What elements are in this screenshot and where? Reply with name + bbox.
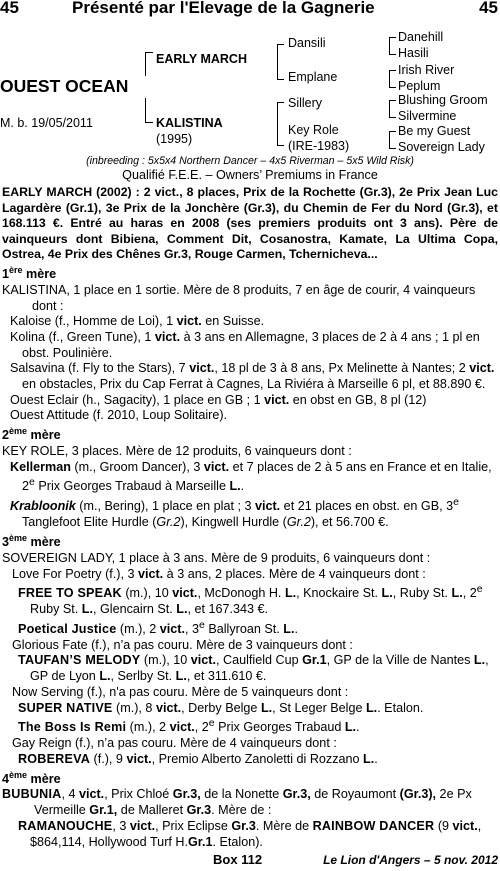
pedigree-line bbox=[145, 98, 146, 122]
item-text: , 2 bbox=[462, 586, 477, 601]
item-text: , 18 pl de 3 à 8 ans, Px Melinette à Nantes; 2 bbox=[214, 361, 470, 376]
item-text: , Ruby St. bbox=[392, 586, 452, 601]
vict: vict. bbox=[126, 751, 152, 766]
grade: Gr.3 bbox=[231, 818, 256, 833]
dam-sire-dam: Silvermine bbox=[398, 109, 457, 123]
vict: vict. bbox=[169, 720, 195, 735]
section-sup: ère bbox=[9, 264, 23, 275]
item-text: ), et 56.700 €. bbox=[310, 515, 389, 530]
item-text: en obst en GB, 8 pl (12) bbox=[289, 392, 427, 407]
catalogue-body bbox=[2, 185, 498, 850]
list-item: Gay Reign (f.), n’a pas couru. Mère de 4 vainqueurs dont : bbox=[12, 736, 337, 751]
item-text: . Etalon). bbox=[212, 834, 263, 849]
listed: L. bbox=[81, 602, 93, 617]
list-item: Now Serving (f.), n'a pas couru. Mère de 5 vainqueurs dont : bbox=[12, 684, 349, 699]
grade: Gr.2 bbox=[156, 515, 181, 530]
grade: Gr.3 bbox=[186, 803, 212, 818]
item-text: (m., Bering), 1 place en plat ; 3 bbox=[75, 499, 255, 514]
dam-dam-dam: Sovereign Lady bbox=[398, 140, 485, 154]
section-second-dam bbox=[2, 424, 498, 444]
second-dam-intro: KEY ROLE, 3 places. Mère de 12 produits, 6 vainqueurs dont : bbox=[2, 444, 352, 459]
list-item bbox=[2, 460, 498, 496]
dam-dam-note: (IRE-1983) bbox=[288, 139, 350, 153]
item-text: , Serlby St. bbox=[110, 669, 176, 684]
item-text: Prix Georges Trabaud bbox=[214, 720, 345, 735]
listed: L. bbox=[473, 653, 486, 668]
item-text: Tanglefoot Elite Hurdle ( bbox=[22, 515, 157, 530]
vict: vict. bbox=[190, 653, 216, 668]
sire-sire-dam: Hasili bbox=[398, 46, 429, 60]
first-dam-intro: KALISTINA, 1 place en 1 sortie. Mère de 8 produits, 7 en âge de courir, 4 vainqueurs dont : bbox=[2, 282, 476, 313]
sup: e bbox=[29, 476, 35, 489]
sire-record: EARLY MARCH (2002) : 2 vict., 8 places, Prix de la Rochette (Gr.3), 2e Prix Jean Luc Lagardère (Gr.1), 3e Prix de la Jonchère (Gr.3), du Chemin de Fer du Nord (Gr.3), et 168.113 €. Entré au haras en 2008 (ses premiers produits ont 3 ans). Père de vainqueurs dont Bibiena, Comment Dit, Cosanostra, Kamate, La Ultima Copa, Ostrea, 4e Prix des Chênes Gr.3, Rouge Carmen, Tchernicheva... bbox=[2, 185, 498, 262]
list-item bbox=[2, 653, 498, 684]
item-text: de Malleret bbox=[117, 803, 187, 818]
list-item bbox=[2, 314, 498, 330]
horse-birth: M. b. 19/05/2011 bbox=[0, 116, 93, 130]
item-text: , et 311.610 €. bbox=[186, 669, 267, 684]
item-text: 2e Px Vermeille bbox=[34, 787, 472, 818]
horse-link: Krabloonik bbox=[10, 499, 76, 514]
dam-sire: Sillery bbox=[288, 96, 323, 110]
pedigree-bracket bbox=[389, 37, 396, 55]
item-text: , Derby Belge bbox=[181, 700, 261, 715]
item-text: (m., Groom Dancer), 3 bbox=[70, 459, 204, 474]
pedigree-line bbox=[145, 122, 153, 123]
dam-year: (1995) bbox=[156, 132, 193, 146]
dam-name: KALISTINA bbox=[156, 116, 223, 130]
grade: Gr.3, bbox=[172, 787, 201, 802]
vict: vict. bbox=[155, 700, 182, 715]
item-text: Kaloise (f., Homme de Loi), 1 bbox=[10, 314, 177, 329]
vict: vict. bbox=[203, 459, 230, 474]
list-item bbox=[2, 716, 498, 736]
sire-name: EARLY MARCH bbox=[156, 52, 247, 66]
horse-name: OUEST OCEAN bbox=[0, 76, 129, 96]
item-text: . Mère de bbox=[255, 818, 313, 833]
item-text: ), Kingwell Hurdle ( bbox=[180, 515, 287, 530]
item-text: Love For Poetry (f.), 3 bbox=[12, 566, 138, 581]
inbreeding-note: (inbreeding : 5x5x4 Northern Dancer – 4x5 Riverman – 5x5 Wild Risk) bbox=[86, 155, 414, 167]
item-text: , 3 bbox=[185, 622, 200, 637]
item-text: (m.), 10 bbox=[121, 586, 173, 601]
vict: vict. bbox=[452, 818, 478, 833]
sire-dam: Emplane bbox=[288, 70, 338, 84]
list-item bbox=[2, 361, 498, 392]
box-number: Box 112 bbox=[213, 852, 263, 867]
list-item bbox=[2, 787, 498, 818]
page-title: Présenté par l'Elevage de la Gagnerie bbox=[72, 0, 375, 17]
list-item bbox=[2, 752, 498, 768]
section-fourth-dam bbox=[2, 768, 498, 788]
vict: vict. bbox=[78, 787, 105, 802]
item-text: et 21 places en obst. en GB, 3 bbox=[280, 499, 454, 514]
item-text: , 4 bbox=[61, 787, 79, 802]
item-text: de Royaumont bbox=[310, 787, 400, 802]
listed: L. bbox=[363, 751, 375, 766]
item-text: (9 bbox=[434, 818, 453, 833]
item-text: , GP de Lyon bbox=[30, 653, 489, 684]
list-item: Glorious Fate (f.), n’a pas couru. Mère de 3 vainqueurs dont : bbox=[12, 637, 353, 652]
vict: vict. bbox=[176, 314, 202, 329]
item-text: (m.), 10 bbox=[140, 653, 191, 668]
listed: L. bbox=[381, 586, 393, 601]
listed: L. bbox=[344, 720, 357, 735]
listed: L. bbox=[99, 669, 111, 684]
horse-link: SUPER NATIVE bbox=[18, 700, 113, 715]
vict: vict. bbox=[189, 361, 215, 376]
listed: L. bbox=[284, 586, 297, 601]
pedigree-bracket bbox=[389, 131, 396, 149]
sire-sire: Dansili bbox=[288, 36, 326, 50]
item-text: à 3 ans en Allemagne, 3 places de 2 à 4 ans ; 1 pl en obst. Poulinière. bbox=[22, 329, 480, 360]
dam-dam-sire: Be my Guest bbox=[398, 124, 471, 138]
item-text: . Etalon. bbox=[377, 700, 424, 715]
section-first-dam bbox=[2, 263, 498, 283]
item-text: , Prix Chloé bbox=[104, 787, 173, 802]
pedigree-line bbox=[145, 52, 153, 53]
listed: L. bbox=[260, 700, 273, 715]
list-item bbox=[2, 567, 498, 583]
list-item bbox=[2, 819, 498, 850]
vict: vict. bbox=[137, 566, 164, 581]
pedigree-bracket bbox=[389, 70, 396, 88]
section-label: mère bbox=[30, 428, 61, 443]
section-sup: ème bbox=[9, 426, 28, 437]
horse-link: Poetical Justice bbox=[18, 622, 117, 637]
section-label: mère bbox=[30, 535, 61, 550]
item-text: (f.), 9 bbox=[90, 751, 127, 766]
listed: L. bbox=[175, 669, 187, 684]
horse-link: ROBEREVA bbox=[18, 751, 91, 766]
lot-number-left: 45 bbox=[0, 0, 19, 17]
item-text: Ouest Eclair (h., Sagacity), 1 place en GB ; 1 bbox=[10, 392, 265, 407]
item-text: en Suisse. bbox=[201, 314, 265, 329]
grade: Gr.1 bbox=[302, 653, 327, 668]
item-text: . bbox=[294, 622, 298, 637]
grade: (Gr.3), bbox=[399, 787, 437, 802]
section-num: 3 bbox=[2, 535, 10, 550]
dam-dam: Key Role bbox=[288, 123, 339, 137]
item-text: Prix Georges Trabaud à Marseille bbox=[34, 479, 230, 494]
horse-link: The Boss Is Remi bbox=[18, 720, 127, 735]
list-item bbox=[2, 330, 498, 361]
item-text: de la Nonette bbox=[200, 787, 283, 802]
horse-link: BUBUNIA bbox=[2, 787, 62, 802]
grade: Gr.2 bbox=[286, 515, 311, 530]
sup: e bbox=[476, 583, 483, 596]
sire-sire-sire: Danehill bbox=[398, 30, 444, 44]
list-item bbox=[2, 582, 498, 618]
listed: L. bbox=[176, 602, 188, 617]
horse-link: FREE TO SPEAK bbox=[18, 586, 122, 601]
lot-number-right: 45 bbox=[479, 0, 498, 17]
pedigree-bracket bbox=[277, 44, 284, 80]
vict: vict. bbox=[469, 361, 495, 376]
item-text: , Caulfield Cup bbox=[216, 653, 303, 668]
listed: L. bbox=[283, 622, 295, 637]
sup: e bbox=[199, 618, 205, 631]
item-text: Kolina (f., Green Tune), 1 bbox=[10, 329, 155, 344]
list-item bbox=[2, 495, 498, 531]
third-dam-intro: SOVEREIGN LADY, 1 place à 3 ans. Mère de 9 produits, 6 vainqueurs dont : bbox=[2, 550, 431, 565]
item-text: , 2 bbox=[194, 720, 209, 735]
grade: Gr.3, bbox=[282, 787, 311, 802]
section-num: 2 bbox=[2, 428, 10, 443]
item-text: , $864,114, Hollywood Turf H. bbox=[30, 818, 482, 849]
item-text: . bbox=[240, 479, 245, 494]
item-text: , GP de la Ville de Nantes bbox=[326, 653, 474, 668]
section-num: 4 bbox=[2, 771, 10, 786]
item-text: (m.), 2 bbox=[126, 720, 170, 735]
horse-link: TAUFAN’S MELODY bbox=[18, 653, 141, 668]
pedigree-bracket bbox=[277, 102, 284, 146]
item-text: , McDonogh H. bbox=[197, 586, 285, 601]
vict: vict. bbox=[264, 392, 290, 407]
item-text: Salsavina (f. Fly to the Stars), 7 bbox=[10, 361, 190, 376]
grade: Gr.1, bbox=[89, 803, 118, 818]
listed: L. bbox=[229, 479, 241, 494]
vict: vict. bbox=[172, 586, 198, 601]
item-text: , 3 bbox=[112, 818, 130, 833]
item-text: . bbox=[374, 751, 378, 766]
item-text: , Knockaire St. bbox=[296, 586, 382, 601]
sire-dam-sire: Irish River bbox=[398, 63, 455, 77]
horse-link: RAINBOW DANCER bbox=[312, 818, 435, 833]
sup: e bbox=[453, 496, 459, 509]
list-item bbox=[2, 393, 498, 409]
vict: vict. bbox=[129, 818, 156, 833]
item-text: , St Leger Belge bbox=[272, 700, 366, 715]
sire-dam-dam: Peplum bbox=[398, 79, 441, 93]
horse-link: RAMANOUCHE bbox=[18, 818, 113, 833]
section-num: 1 bbox=[2, 267, 10, 282]
item-text: , Glencairn St. bbox=[93, 602, 177, 617]
section-third-dam bbox=[2, 531, 498, 551]
listed: L. bbox=[365, 700, 378, 715]
pedigree-bracket bbox=[389, 100, 396, 118]
list-item bbox=[2, 618, 498, 638]
item-text: (m.), 2 bbox=[116, 622, 160, 637]
item-text: . bbox=[356, 720, 360, 735]
section-sup: ème bbox=[9, 769, 28, 780]
horse-link: Kellerman bbox=[10, 459, 71, 474]
sup: e bbox=[208, 717, 215, 730]
grade: Gr.1 bbox=[187, 834, 213, 849]
pedigree-line bbox=[145, 52, 146, 76]
item-text: à 3 ans, 2 places. Mère de 4 vainqueurs dont : bbox=[163, 566, 426, 581]
list-item bbox=[2, 701, 498, 717]
item-text: , Prix Eclipse bbox=[155, 818, 232, 833]
vict: vict. bbox=[154, 329, 181, 344]
vict: vict. bbox=[254, 499, 281, 514]
item-text: , et 167.343 €. bbox=[187, 602, 269, 617]
section-label: mère bbox=[30, 771, 61, 786]
section-sup: ème bbox=[9, 532, 28, 543]
item-text: Ruby St. bbox=[30, 602, 82, 617]
item-text: , Premio Alberto Zanoletti di Rozzano bbox=[151, 751, 364, 766]
list-item: Ouest Attitude (f. 2010, Loup Solitaire). bbox=[10, 408, 228, 423]
item-text: (m.), 8 bbox=[112, 700, 156, 715]
item-text: et 7 places de 2 à 5 ans en France et en Italie, 2 bbox=[22, 459, 492, 494]
footer-place: Le Lion d'Angers – 5 nov. 2012 bbox=[323, 853, 498, 867]
qualification-note: Qualifié F.E.E. – Owners’ Premiums in France bbox=[122, 168, 378, 182]
item-text: Ballyroan St. bbox=[204, 622, 284, 637]
vict: vict. bbox=[159, 622, 185, 637]
dam-sire-sire: Blushing Groom bbox=[398, 93, 488, 107]
section-label: mère bbox=[26, 267, 57, 282]
listed: L. bbox=[451, 586, 463, 601]
item-text: en obstacles, Prix du Cap Ferrat à Cagnes, La Riviéra à Marseille 6 pl, et 88.890 €. bbox=[22, 377, 486, 392]
item-text: . Mère de : bbox=[211, 803, 272, 818]
